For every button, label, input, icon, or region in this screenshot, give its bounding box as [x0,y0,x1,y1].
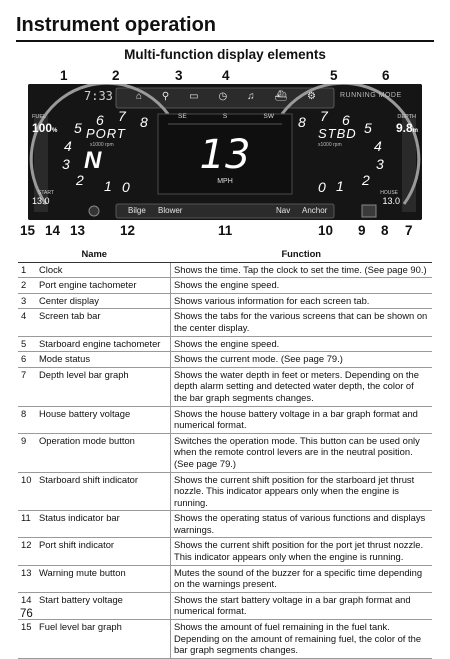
column-header-function: Function [171,248,433,262]
port-tick-label: 6 [96,112,104,128]
table-row [18,278,432,294]
row-name: Port shift indicator [36,538,171,565]
fuel-label: FUEL [32,114,47,120]
multi-function-display [28,84,422,220]
table-row [18,592,432,619]
table-row [18,433,432,472]
section-title: Multi-function display elements [124,47,326,62]
table-row [18,472,432,511]
compass-heading: S [222,113,228,120]
status-blower: Blower [158,206,183,215]
timer-icon[interactable]: ◷ [218,91,228,102]
stbd-tick-label: 7 [320,108,328,124]
row-name: Operation mode button [36,433,171,472]
callout-label: 7 [405,223,413,238]
row-number: 12 [18,538,36,565]
row-name: Starboard engine tachometer [36,336,171,352]
compass-heading: SE [178,113,187,120]
callout-label: 12 [120,223,136,238]
row-function: Shows the house battery voltage in a bar graph format and numerical format. [171,406,433,433]
row-name: Screen tab bar [36,309,171,336]
row-number: 1 [18,262,36,278]
row-number: 4 [18,309,36,336]
port-tick-label: 3 [62,156,70,172]
row-function: Shows the operating status of various functions and displays warnings. [171,511,433,538]
row-name: Warning mute button [36,565,171,592]
row-function: Shows the time. Tap the clock to set the time. (See page 90.) [171,262,433,278]
row-number: 3 [18,293,36,309]
page-title: Instrument operation [16,14,217,36]
row-name: Status indicator bar [36,511,171,538]
callout-label: 13 [70,223,86,238]
table-row [18,309,432,336]
boat-icon[interactable]: ⛴ [274,91,288,102]
table-row [18,293,432,309]
tab-icons [136,91,316,102]
status-bilge: Bilge [128,206,146,215]
table-row [18,367,432,406]
row-number: 8 [18,406,36,433]
callout-label: 11 [218,223,233,238]
depth-label: DEPTH [397,114,416,120]
page-header [16,12,434,42]
warning-mute-button[interactable] [89,206,99,216]
callout-label: 8 [381,223,389,238]
row-function: Switches the operation mode. This button can be used only when the remote control levers are in the neutral position. (See page 79.) [171,433,433,472]
music-icon[interactable]: ♫ [247,91,255,102]
stbd-tick-label: 4 [374,138,382,154]
row-function: Shows the current mode. (See page 79.) [171,352,433,368]
port-tick-label: 7 [118,108,126,124]
starboard-engine-label: STBD [318,126,357,141]
stbd-tick-label: 2 [362,172,370,188]
row-function: Shows the current shift position for the port jet thrust nozzle. This indicator appears only when the engine is running. [171,538,433,565]
table-row [18,538,432,565]
row-name: Starboard shift indicator [36,472,171,511]
port-tick-label: 5 [74,120,82,136]
row-name: Start battery voltage [36,592,171,619]
table-row [18,620,432,659]
table-row [18,352,432,368]
row-function: Shows the tabs for the various screens that can be shown on the center display. [171,309,433,336]
row-number: 13 [18,565,36,592]
row-function: Shows various information for each screen tab. [171,293,433,309]
column-header-name: Name [18,248,171,262]
callout-label: 14 [45,223,61,238]
row-number: 2 [18,278,36,294]
callout-label: 5 [330,68,338,83]
status-anchor: Anchor [302,206,328,215]
row-number: 15 [18,620,36,659]
table-row [18,511,432,538]
callout-label: 1 [60,68,68,83]
row-function: Shows the amount of fuel remaining in the fuel tank. Depending on the amount of remaining fuel, the color of the bar graph segments changes. [171,620,433,659]
port-tick-label: 8 [140,114,148,130]
table-header-row [18,248,432,262]
port-tick-label: 4 [64,138,72,154]
callout-label: 9 [358,223,366,238]
port-tick-label: 1 [104,178,112,194]
speed-value: 13 [199,132,251,178]
callout-label: 10 [318,223,334,238]
depth-value: 9.8m [395,121,418,135]
port-shift-indicator: N [84,147,102,174]
stbd-tick-label: 5 [364,120,372,136]
row-name: Center display [36,293,171,309]
gear-icon[interactable]: ⚙ [307,91,316,102]
table-row [18,262,432,278]
row-name: Port engine tachometer [36,278,171,294]
compass-heading: SW [263,113,274,120]
row-name: House battery voltage [36,406,171,433]
row-number: 5 [18,336,36,352]
row-function: Mutes the sound of the buzzer for a specific time depending on the warnings present. [171,565,433,592]
stbd-tick-label: 3 [376,156,384,172]
port-tick-label: 2 [76,172,84,188]
row-number: 14 [18,592,36,619]
map-pin-icon[interactable]: ⚲ [161,91,170,102]
port-engine-label: PORT [86,126,126,141]
fuel-value: 100% [32,121,58,135]
row-function: Shows the water depth in feet or meters. Depending on the depth alarm setting and detected water depth, the color of the bar graph segments changes. [171,367,433,406]
start-battery-value: 13.0 [32,196,50,206]
table-row [18,565,432,592]
row-number: 7 [18,367,36,406]
row-name: Clock [36,262,171,278]
elements-table [18,248,432,659]
callout-label: 4 [222,68,230,83]
row-number: 6 [18,352,36,368]
mode-status: RUNNING MODE [340,92,402,99]
table-row [18,406,432,433]
row-function: Shows the start battery voltage in a bar graph format and numerical format. [171,592,433,619]
row-number: 11 [18,511,36,538]
stbd-tick-label: 8 [298,114,306,130]
port-tick-label: 0 [122,179,130,195]
compass-strip [178,113,274,120]
start-battery-label: START [38,190,54,196]
row-number: 9 [18,433,36,472]
stbd-tick-label: 0 [318,179,326,195]
starboard-rpm-unit: x1000 rpm [318,142,342,148]
page-number: 76 [20,608,33,620]
house-battery-label: HOUSE [380,190,398,196]
row-name: Fuel level bar graph [36,620,171,659]
table-body [18,262,432,658]
stbd-tick-label: 6 [342,112,350,128]
speed-unit: MPH [217,178,233,185]
row-name: Depth level bar graph [36,367,171,406]
clock[interactable]: 7:33 [84,89,113,103]
callout-label: 15 [20,223,36,238]
row-name: Mode status [36,352,171,368]
row-function: Shows the engine speed. [171,278,433,294]
callout-label: 6 [382,68,390,83]
operation-mode-button[interactable] [362,205,376,217]
table-row [18,336,432,352]
home-icon[interactable]: ⌂ [136,91,143,102]
status-nav: Nav [276,206,291,215]
port-rpm-unit: x1000 rpm [90,142,114,148]
callout-label: 2 [112,68,120,83]
row-function: Shows the current shift position for the starboard jet thrust nozzle. This indicator appears only when the engine is running. [171,472,433,511]
stbd-tick-label: 1 [336,178,344,194]
row-number: 10 [18,472,36,511]
callout-label: 3 [175,68,183,83]
gauge-icon[interactable]: ▭ [189,91,199,102]
row-function: Shows the engine speed. [171,336,433,352]
house-battery-value: 13.0 [382,196,400,206]
